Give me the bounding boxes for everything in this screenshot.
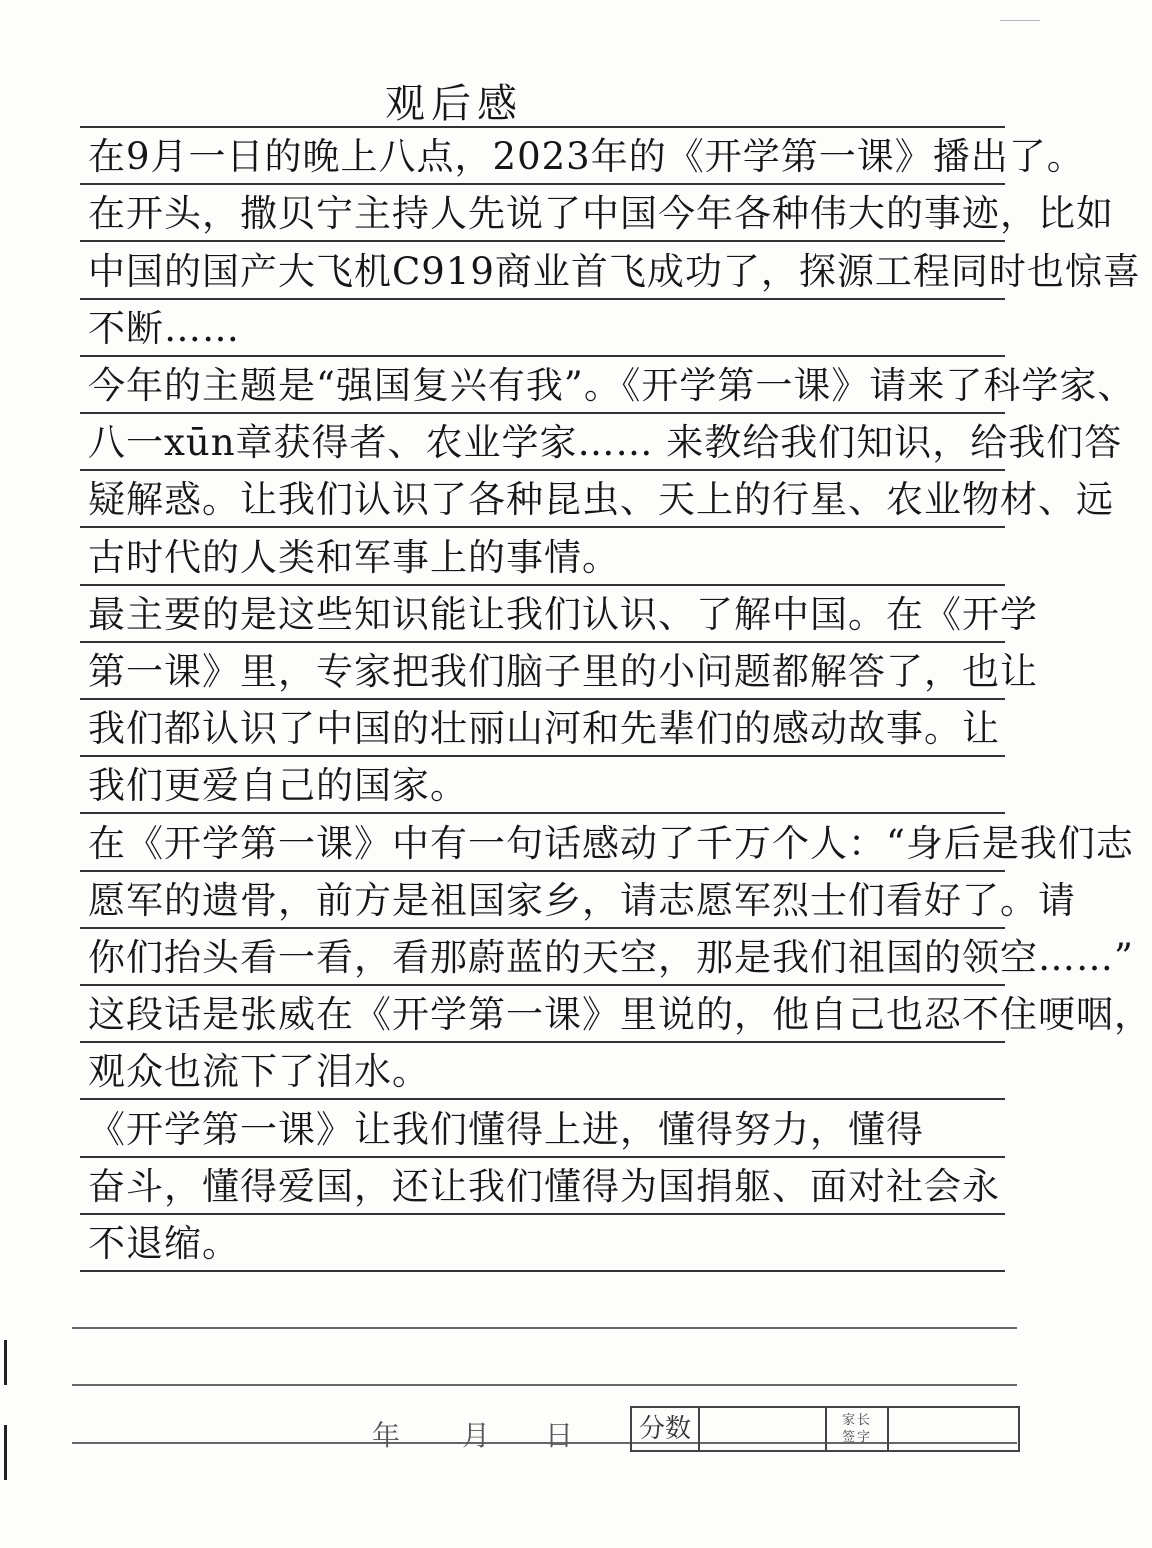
ruled-line [80, 526, 1005, 528]
essay-line: 不断…… [88, 306, 240, 350]
essay-line: 古时代的人类和军事上的事情。 [88, 535, 620, 579]
ruled-line [80, 1213, 1005, 1215]
parent-signature-label [825, 1408, 889, 1450]
date-year-label: 年 [372, 1419, 401, 1452]
score-box [630, 1406, 1020, 1452]
parent-signature-line2: 签字 [841, 1430, 872, 1445]
essay-line: 今年的主题是“强国复兴有我”。《开学第一课》请来了科学家、 [88, 364, 1136, 407]
essay-line: 愿军的遗骨，前方是祖国家乡，请志愿军烈士们看好了。请 [88, 878, 1076, 922]
essay-line: 不退缩。 [88, 1222, 240, 1265]
ruled-line [72, 1384, 1017, 1386]
ruled-line [80, 126, 1005, 128]
ruled-line [80, 183, 1005, 185]
ruled-line [80, 1041, 1005, 1043]
essay-line: 第一课》里，专家把我们脑子里的小问题都解答了，也让 [88, 650, 1038, 693]
ruled-line [80, 641, 1005, 643]
score-label: 分数 [632, 1408, 700, 1450]
essay-line: 疑解惑。让我们认识了各种昆虫、天上的行星、农业物材、远 [88, 478, 1114, 522]
essay-title: 观后感 [385, 81, 523, 127]
essay-line: 《开学第一课》让我们懂得上进，懂得努力，懂得 [88, 1107, 924, 1151]
essay-line: 在《开学第一课》中有一句话感动了千万个人：“身后是我们志 [88, 821, 1134, 865]
ruled-line [80, 1270, 1005, 1272]
essay-line: 奋斗，懂得爱国，还让我们懂得为国捐躯、面对社会永 [88, 1164, 1000, 1208]
essay-line: 观众也流下了泪水。 [88, 1050, 430, 1094]
essay-line: 你们抬头看一看，看那蔚蓝的天空，那是我们祖国的领空……” [88, 936, 1134, 979]
date-month-label: 月 [462, 1419, 491, 1452]
ruled-line [72, 1327, 1017, 1329]
ruled-line [80, 584, 1005, 586]
date-day-label: 日 [545, 1419, 574, 1452]
ruled-line [80, 1098, 1005, 1100]
ruled-line [80, 927, 1005, 929]
ruled-line [80, 812, 1005, 814]
ruled-line [80, 698, 1005, 700]
ruled-line [80, 870, 1005, 872]
essay-line: 在开头，撒贝宁主持人先说了中国今年各种伟大的事迹，比如 [88, 192, 1114, 236]
essay-line: 这段话是张威在《开学第一课》里说的，他自己也忍不住哽咽， [88, 993, 1152, 1037]
essay-line: 在9月一日的晚上八点，2023年的《开学第一课》播出了。 [88, 135, 1085, 179]
ruled-line [80, 298, 1005, 300]
parent-signature-line1: 家长 [841, 1413, 872, 1428]
ruled-line [80, 412, 1005, 414]
essay-line: 最主要的是这些知识能让我们认识、了解中国。在《开学 [88, 592, 1038, 636]
ruled-line [80, 469, 1005, 471]
page-footer [0, 1406, 1080, 1456]
essay-line: 我们都认识了中国的壮丽山河和先辈们的感动故事。让 [88, 707, 1000, 751]
corner-mark [1000, 20, 1040, 21]
ruled-line [80, 240, 1005, 242]
essay-line: 八一xūn章获得者、农业学家…… 来教给我们知识，给我们答 [88, 421, 1123, 465]
binding-mark [4, 1340, 7, 1385]
ruled-line [80, 1156, 1005, 1158]
ruled-line [80, 984, 1005, 986]
essay-line: 我们更爱自己的国家。 [88, 764, 468, 808]
ruled-line [80, 355, 1005, 357]
ruled-line [80, 755, 1005, 757]
essay-line: 中国的国产大飞机C919商业首飞成功了，探源工程同时也惊喜 [88, 249, 1141, 293]
